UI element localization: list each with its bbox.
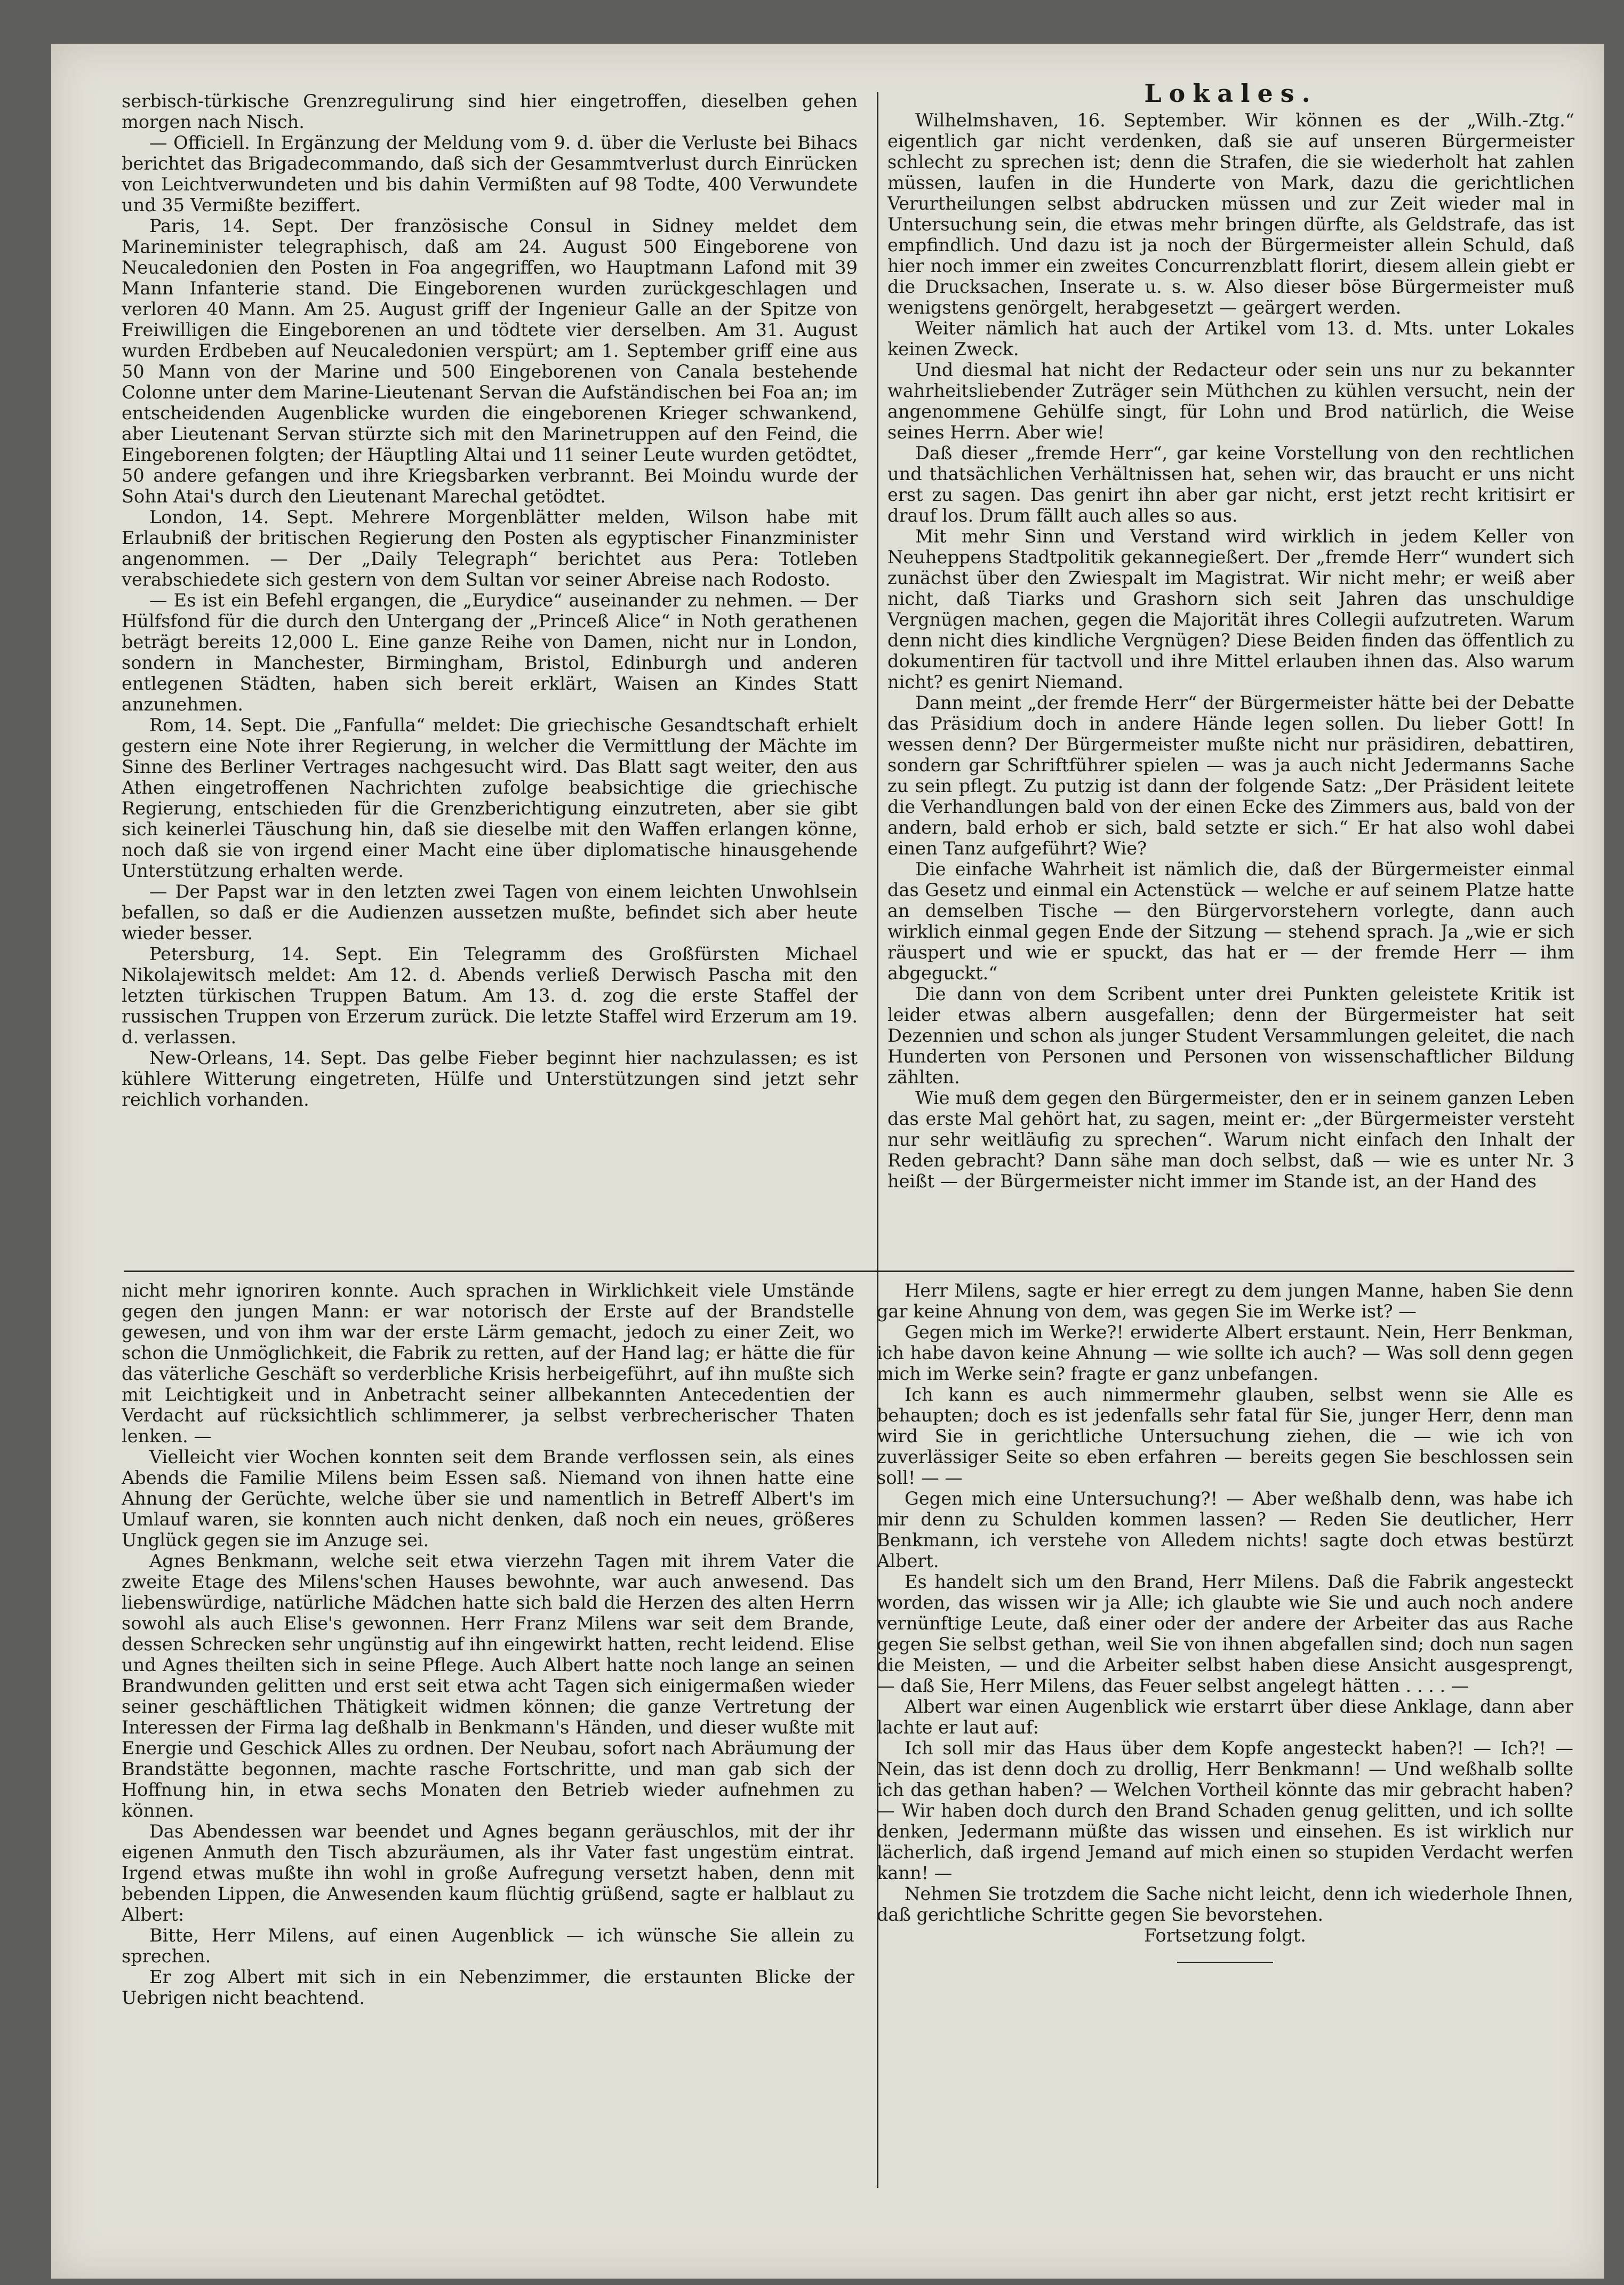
article-paragraph: Nehmen Sie trotzdem die Sache nicht leicht, denn ich wiederhole Ihnen, daß gerichtliche Schritte gegen Sie bevorstehen. [877, 1883, 1573, 1925]
end-of-installment-rule [1177, 1962, 1273, 1963]
serial-story-column-bottom-right [877, 1280, 1573, 1963]
article-paragraph: Fortsetzung folgt. [1144, 1925, 1306, 1946]
column-divider-top [877, 92, 878, 1303]
section-divider [124, 1271, 1574, 1272]
article-paragraph: — Officiell. In Ergänzung der Meldung vom 9. d. über die Verluste bei Bihacs berichtet das Brigadecommando, daß sich der Gesammtverlust durch Einrücken von Leichtverwundeten und bis dahin Vermißten auf 98 Todte, 400 Verwundete und 35 Vermißte beziffert. [122, 132, 858, 215]
article-paragraph: Und diesmal hat nicht der Redacteur oder sein uns nur zu bekannter wahrheitsliebender Zuträger sein Müthchen zu kühlen versucht, nein der angenommene Gehülfe singt, für Lohn und Brod natürlich, die Weise seines Herrn. Aber wie! [887, 359, 1574, 443]
article-paragraph: Rom, 14. Sept. Die „Fanfulla“ meldet: Die griechische Gesandtschaft erhielt gestern eine Note ihrer Regierung, in welcher die Vermittlung der Mächte im Sinne des Berliner Vertrages nachgesucht wird. Das Blatt sagt weiter, den aus Athen eingetroffenen Nachrichten zufolge beabsichtige die griechische Regierung, entschieden für die Grenzberichtigung einzutreten, aber sie gibt sich keinerlei Täuschung hin, daß sie dieselbe mit den Waffen erlangen könne, noch daß sie von irgend einer Macht eine über diplomatische hinausgehende Unterstützung erhalten werde. [122, 715, 858, 881]
article-paragraph: Gegen mich eine Untersuchung?! — Aber weßhalb denn, was habe ich mir denn zu Schulden kommen lassen? — Reden Sie deutlicher, Herr Benkmann, ich verstehe von Alledem nichts! sagte doch etwas bestürzt Albert. [877, 1488, 1573, 1571]
article-paragraph: Dann meint „der fremde Herr“ der Bürgermeister hätte bei der Debatte das Präsidium doch in andere Hände legen sollen. Du lieber Gott! In wessen denn? Der Bürgermeister mußte nicht nur präsidiren, debattiren, sondern gar Schriftführer spielen — was ja auch nicht Jedermanns Sache zu sein pflegt. Zu putzig ist dann der folgende Satz: „Der Präsident leitete die Verhandlungen bald von der einen Ecke des Zimmers aus, bald von der andern, bald erhob er sich, bald setzte er sich.“ Er hat also wohl dabei einen Tanz aufgeführt? Wie? [887, 692, 1574, 859]
article-paragraph: Er zog Albert mit sich in ein Nebenzimmer, die erstaunten Blicke der Uebrigen nicht beachtend. [122, 1967, 854, 2008]
article-paragraph: Weiter nämlich hat auch der Artikel vom 13. d. Mts. unter Lokales keinen Zweck. [887, 318, 1574, 359]
article-paragraph: Es handelt sich um den Brand, Herr Milens. Daß die Fabrik angesteckt worden, das wissen wir ja Alle; ich glaubte wie Sie und auch noch andere vernünftige Leute, daß einer oder der andere der Arbeiter das aus Rache gegen Sie selbst gethan, weil Sie von ihnen abgefallen sind; doch nun sagen die Meisten, — und die Arbeiter selbst haben diese Ansicht ausgesprengt, — daß Sie, Herr Milens, das Feuer selbst angelegt hätten . . . . — [877, 1571, 1573, 1696]
article-paragraph: Herr Milens, sagte er hier erregt zu dem jungen Manne, haben Sie denn gar keine Ahnung von dem, was gegen Sie im Werke ist? — [877, 1280, 1573, 1322]
article-paragraph: Die einfache Wahrheit ist nämlich die, daß der Bürgermeister einmal das Gesetz und einmal ein Actenstück — welche er auf seinem Platze hatte an demselben Tische — den Bürgervorstehern vorlegte, dann auch wirklich einmal gegen Ende der Sitzung — stehend sprach. Ja „wie er sich räuspert und wie er spuckt, das hat er — der fremde Herr — ihm abgeguckt.“ [887, 859, 1574, 984]
article-paragraph: — Der Papst war in den letzten zwei Tagen von einem leichten Unwohlsein befallen, so daß er die Audienzen aussetzen mußte, befindet sich aber heute wieder besser. [122, 881, 858, 944]
article-paragraph: London, 14. Sept. Mehrere Morgenblätter melden, Wilson habe mit Erlaubniß der britischen Regierung den Posten als egyptischer Finanzminister angenommen. — Der „Daily Telegraph“ berichtet aus Pera: Totleben verabschiedete sich gestern von dem Sultan vor seiner Abreise nach Rodosto. [122, 507, 858, 590]
article-paragraph: Die dann von dem Scribent unter drei Punkten geleistete Kritik ist leider etwas albern ausgefallen; denn der Bürgermeister hat seit Dezennien und schon als junger Student Versammlungen geleitet, die nach Hunderten von Personen und Personen von wissenschaftlicher Bildung zählten. [887, 984, 1574, 1088]
article-paragraph: Daß dieser „fremde Herr“, gar keine Vorstellung von den rechtlichen und thatsächlichen Verhältnissen hat, sehen wir, das braucht er uns nicht erst zu sagen. Das genirt ihn aber gar nicht, erst jetzt recht kritisirt er drauf los. Drum fällt auch alles so aus. [887, 443, 1574, 526]
local-news-column-top-right [887, 80, 1574, 1192]
article-paragraph: serbisch-türkische Grenzregulirung sind hier eingetroffen, dieselben gehen morgen nach Nisch. [122, 91, 858, 132]
article-paragraph: Wie muß dem gegen den Bürgermeister, den er in seinem ganzen Leben das erste Mal gehört hat, zu sagen, meint er: „der Bürgermeister versteht nur sehr weitläufig zu sprechen“. Warum nicht einfach den Inhalt der Reden gebracht? Dann sähe man doch selbst, daß — wie es unter Nr. 3 heißt — der Bürgermeister nicht immer im Stande ist, an der Hand des [887, 1088, 1574, 1192]
article-paragraph: Agnes Benkmann, welche seit etwa vierzehn Tagen mit ihrem Vater die zweite Etage des Milens'schen Hauses bewohnte, war auch anwesend. Das liebenswürdige, natürliche Mädchen hatte sich bald die Herzen des alten Herrn sowohl als auch Elise's gewonnen. Herr Franz Milens war seit dem Brande, dessen Schrecken sehr ungünstig auf ihn eingewirkt hatten, recht leidend. Elise und Agnes theilten sich in seine Pflege. Auch Albert hatte noch lange an seinen Brandwunden gelitten und erst seit etwa acht Tagen sich einigermaßen wieder seiner geschäftlichen Thätigkeit widmen können; die ganze Vertretung der Interessen der Firma lag deßhalb in Benkmann's Händen, und dieser wußte mit Energie und Geschick Alles zu ordnen. Der Neubau, sofort nach Abräumung der Brandstätte begonnen, machte rasche Fortschritte, und man gab sich der Hoffnung hin, in etwa sechs Monaten den Betrieb wieder aufnehmen zu können. [122, 1551, 854, 1821]
article-paragraph: Das Abendessen war beendet und Agnes begann geräuschlos, mit der ihr eigenen Anmuth den Tisch abzuräumen, als ihr Vater fast ungestüm eintrat. Irgend etwas mußte ihn wohl in große Aufregung versetzt haben, denn mit bebenden Lippen, die Anwesenden kaum flüchtig grüßend, sagte er halblaut zu Albert: [122, 1821, 854, 1925]
article-paragraph: — Es ist ein Befehl ergangen, die „Eurydice“ auseinander zu nehmen. — Der Hülfsfond für die durch den Untergang der „Princeß Alice“ in Noth gerathenen beträgt bereits 12,000 L. Eine ganze Reihe von Damen, nicht nur in London, sondern in Manchester, Birmingham, Bristol, Edinburgh und anderen entlegenen Städten, haben sich bereit erklärt, Waisen an Kindes Statt anzunehmen. [122, 590, 858, 715]
serial-story-column-bottom-left [122, 1280, 854, 2008]
article-paragraph: Albert war einen Augenblick wie erstarrt über diese Anklage, dann aber lachte er laut auf: [877, 1696, 1573, 1738]
article-paragraph: Gegen mich im Werke?! erwiderte Albert erstaunt. Nein, Herr Benkman, ich habe davon keine Ahnung — wie sollte ich auch? — Was soll denn gegen mich im Werke sein? fragte er ganz unbefangen. [877, 1322, 1573, 1384]
article-paragraph: Vielleicht vier Wochen konnten seit dem Brande verflossen sein, als eines Abends die Familie Milens beim Essen saß. Niemand von ihnen hatte eine Ahnung der Gerüchte, welche über sie und namentlich in Betreff Albert's im Umlauf waren, sie konnten auch nicht denken, daß noch ein neues, größeres Unglück gegen sie im Anzuge sei. [122, 1447, 854, 1551]
article-paragraph: nicht mehr ignoriren konnte. Auch sprachen in Wirklichkeit viele Umstände gegen den jungen Mann: er war notorisch der Erste auf der Brandstelle gewesen, und von ihm war der erste Lärm gemacht, jedoch zu einer Zeit, wo schon die Unmöglichkeit, die Fabrik zu retten, auf der Hand lag; er hätte die für das väterliche Geschäft so verderbliche Krisis herbeigeführt, auf ihn mußte sich mit Leichtigkeit und in Anbetracht seiner allbekannten Antecedentien der Verdacht auf rücksichtlich schlimmerer, ja selbst verbrecherischer Thaten lenken. — [122, 1280, 854, 1447]
article-paragraph: Ich kann es auch nimmermehr glauben, selbst wenn sie Alle es behaupten; doch es ist jedenfalls sehr fatal für Sie, junger Herr, denn man wird Sie in gerichtliche Untersuchung ziehen, die — wie ich von zuverlässiger Seite so eben erfahren — bereits gegen Sie beschlossen sein soll! — — [877, 1384, 1573, 1488]
news-column-top-left [122, 91, 858, 1110]
article-paragraph: Petersburg, 14. Sept. Ein Telegramm des Großfürsten Michael Nikolajewitsch meldet: Am 12. d. Abends verließ Derwisch Pascha mit den letzten türkischen Truppen Batum. Am 13. d. zog die erste Staffel der russischen Truppen von Erzerum zurück. Die letzte Staffel wird Erzerum am 19. d. verlassen. [122, 944, 858, 1048]
article-paragraph: Wilhelmshaven, 16. September. Wir können es der „Wilh.-Ztg.“ eigentlich gar nicht verdenken, daß sie auf unseren Bürgermeister schlecht zu sprechen ist; denn die Strafen, die sie wiederholt hat zahlen müssen, laufen in die Hunderte von Mark, dazu die gerichtlichen Verurtheilungen selbst abdrucken müssen und zur Zeit wieder mal in Untersuchung sein, die etwas mehr bringen dürfte, als Geldstrafe, das ist empfindlich. Und dazu ist ja noch der Bürgermeister allein Schuld, daß hier noch immer ein zweites Concurrenzblatt florirt, diesem allein giebt er die Drucksachen, Inserate u. s. w. Also dieser böse Bürgermeister muß wenigstens genörgelt, herabgesetzt — geärgert werden. [887, 110, 1574, 318]
article-paragraph: New-Orleans, 14. Sept. Das gelbe Fieber beginnt hier nachzulassen; es ist kühlere Witterung eingetreten, Hülfe und Unterstützungen sind jetzt sehr reichlich vorhanden. [122, 1048, 858, 1110]
article-paragraph: Ich soll mir das Haus über dem Kopfe angesteckt haben?! — Ich?! — Nein, das ist denn doch zu drollig, Herr Benkmann! — Und weßhalb sollte ich das gethan haben? — Welchen Vortheil könnte das mir gebracht haben? — Wir haben doch durch den Brand Schaden genug gelitten, und ich sollte denken, Jedermann müßte das wissen und einsehen. Es ist wirklich nur lächerlich, daß irgend Jemand auf mich einen so stupiden Verdacht werfen kann! — [877, 1738, 1573, 1883]
article-paragraph: Mit mehr Sinn und Verstand wird wirklich in jedem Keller von Neuheppens Stadtpolitik gekannegießert. Der „fremde Herr“ wundert sich zunächst über den Zwiespalt im Magistrat. Wir nicht mehr; er weiß aber nicht, daß Tiarks und Grashorn sich seit Jahren das unschuldige Vergnügen machen, gegen die Majorität ihres Collegii aufzutreten. Warum denn nicht dies kindliche Vergnügen? Diese Beiden finden das öffentlich zu dokumentiren für tactvoll und ihre Mittel erlauben ihnen das. Also warum nicht? es genirt Niemand. [887, 526, 1574, 692]
article-paragraph: Paris, 14. Sept. Der französische Consul in Sidney meldet dem Marineminister telegraphisch, daß am 24. August 500 Eingeborene von Neucaledonien den Posten in Foa angegriffen, wo Hauptmann Lafond mit 39 Mann Infanterie stand. Die Eingeborenen wurden zurückgeschlagen und verloren 40 Mann. Am 25. August griff der Ingenieur Galle an der Spitze von Freiwilligen die Eingeborenen an und tödtete vier derselben. Am 31. August wurden Erdbeben auf Neucaledonien verspürt; am 1. September griff eine aus 50 Mann von der Marine und 500 Eingeborenen von Canala bestehende Colonne unter dem Marine-Lieutenant Servan die Aufständischen bei Foa an; im entscheidenden Augenblicke wurden die eingeborenen Krieger schwankend, aber Lieutenant Servan stürzte sich mit den Marinetruppen auf den Feind, die Eingeborenen folgten; der Häuptling Altai und 11 seiner Leute wurden getödtet, 50 andere gefangen und ihre Kriegsbarken verbrannt. Bei Moindu wurde der Sohn Atai's durch den Lieutenant Marechal getödtet. [122, 215, 858, 507]
article-paragraph: Bitte, Herr Milens, auf einen Augenblick — ich wünsche Sie allein zu sprechen. [122, 1925, 854, 1967]
section-heading-lokales: Lokales. [1144, 79, 1318, 108]
